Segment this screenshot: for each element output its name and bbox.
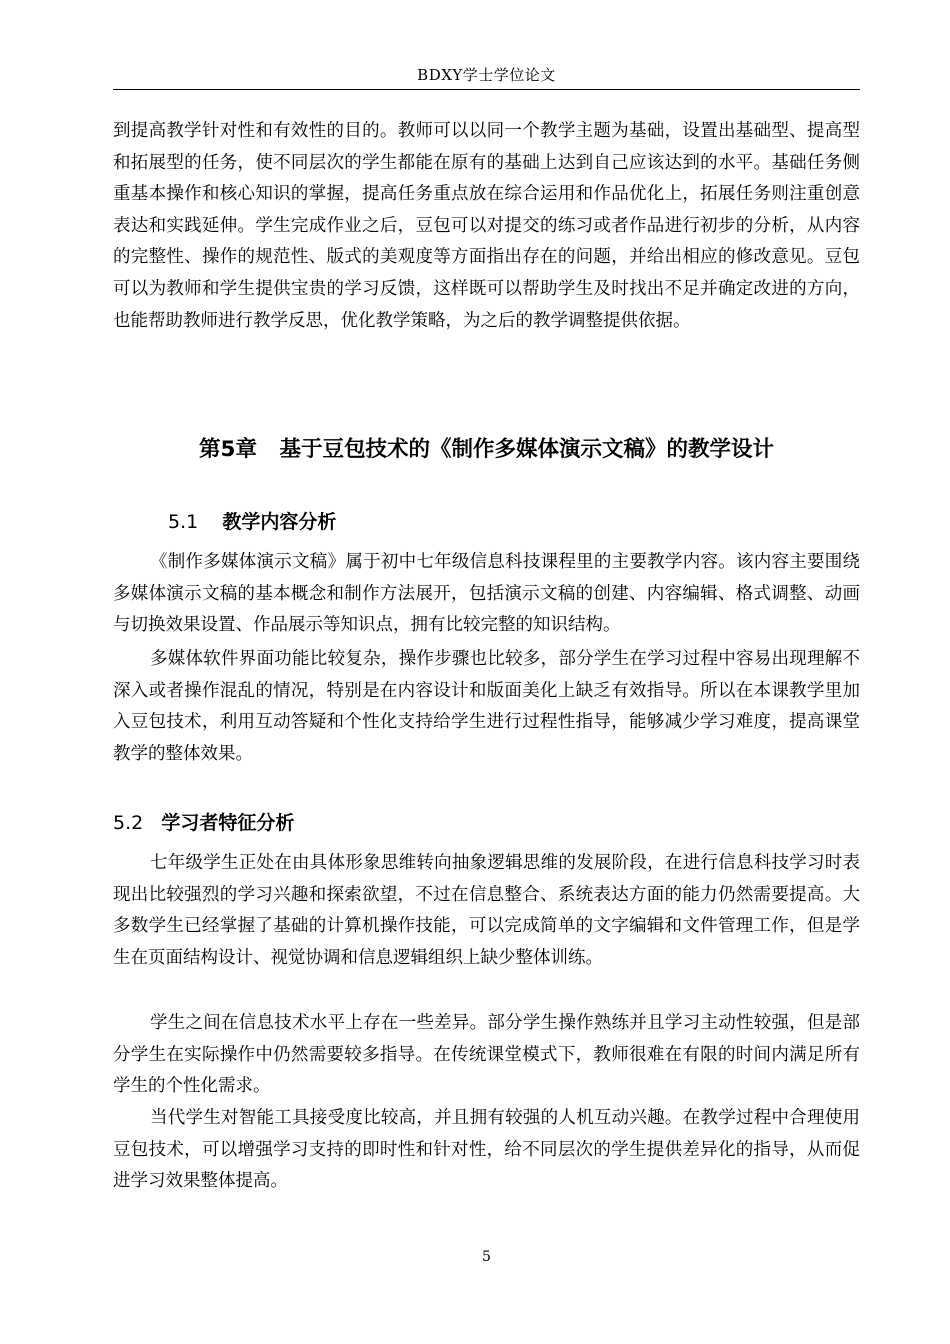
section-5-2-heading — [113, 808, 294, 838]
section-5-2-number: 5.2 — [113, 812, 144, 834]
page-number: 5 — [482, 1249, 491, 1265]
section-5-2-paragraph-1: 七年级学生正处在由具体形象思维转向抽象逻辑思维的发展阶段，在进行信息科技学习时表现出比较强烈的学习兴趣和探索欲望，不过在信息整合、系统表达方面的能力仍然需要提高。大多数学生已经掌握了基础的计算机操作技能，可以完成简单的文字编辑和文件管理工作，但是学生在页面结构设计、视觉协调和信息逻辑组织上缺少整体训练。 — [113, 853, 860, 968]
section-5-1-paragraph-1: 《制作多媒体演示文稿》属于初中七年级信息科技课程里的主要教学内容。该内容主要围绕多媒体演示文稿的基本概念和制作方法展开，包括演示文稿的创建、内容编辑、格式调整、动画与切换效果设置、作品展示等知识点，拥有比较完整的知识结构。 — [113, 552, 860, 636]
chapter-heading — [113, 433, 860, 467]
section-5-1-heading — [168, 507, 336, 537]
chapter-number: 第5章 — [199, 437, 257, 462]
section-5-1-number: 5.1 — [168, 511, 199, 533]
section-5-1-paragraph-2: 多媒体软件界面功能比较复杂，操作步骤也比较多，部分学生在学习过程中容易出现理解不深入或者操作混乱的情况，特别是在内容设计和版面美化上缺乏有效指导。所以在本课教学里加入豆包技术，利用互动答疑和个性化支持给学生进行过程性指导，能够减少学习难度，提高课堂教学的整体效果。 — [113, 649, 860, 764]
intro-paragraph: 到提高教学针对性和有效性的目的。教师可以以同一个教学主题为基础，设置出基础型、提高型和拓展型的任务，使不同层次的学生都能在原有的基础上达到自己应该达到的水平。基础任务侧重基本操作和核心知识的掌握，提高任务重点放在综合运用和作品优化上，拓展任务则注重创意表达和实践延伸。学生完成作业之后，豆包可以对提交的练习或者作品进行初步的分析，从内容的完整性、操作的规范性、版式的美观度等方面指出存在的问题，并给出相应的修改意见。豆包可以为教师和学生提供宝贵的学习反馈，这样既可以帮助学生及时找出不足并确定改进的方向，也能帮助教师进行教学反思，优化教学策略，为之后的教学调整提供依据。 — [113, 121, 860, 331]
section-5-1-title: 教学内容分析 — [222, 511, 337, 533]
section-5-2-title: 学习者特征分析 — [161, 812, 295, 834]
chapter-title: 基于豆包技术的《制作多媒体演示文稿》的教学设计 — [279, 437, 774, 462]
section-5-2-paragraph-2: 学生之间在信息技术水平上存在一些差异。部分学生操作熟练并且学习主动性较强，但是部分学生在实际操作中仍然需要较多指导。在传统课堂模式下，教师很难在有限的时间内满足所有学生的个性化需求。 — [113, 1013, 860, 1097]
header-rule — [113, 89, 860, 90]
section-5-2-paragraph-3: 当代学生对智能工具接受度比较高，并且拥有较强的人机互动兴趣。在教学过程中合理使用豆包技术，可以增强学习支持的即时性和针对性，给不同层次的学生提供差异化的指导，从而促进学习效果整体提高。 — [113, 1108, 860, 1192]
running-header: BDXY学士学位论文 — [417, 66, 556, 84]
